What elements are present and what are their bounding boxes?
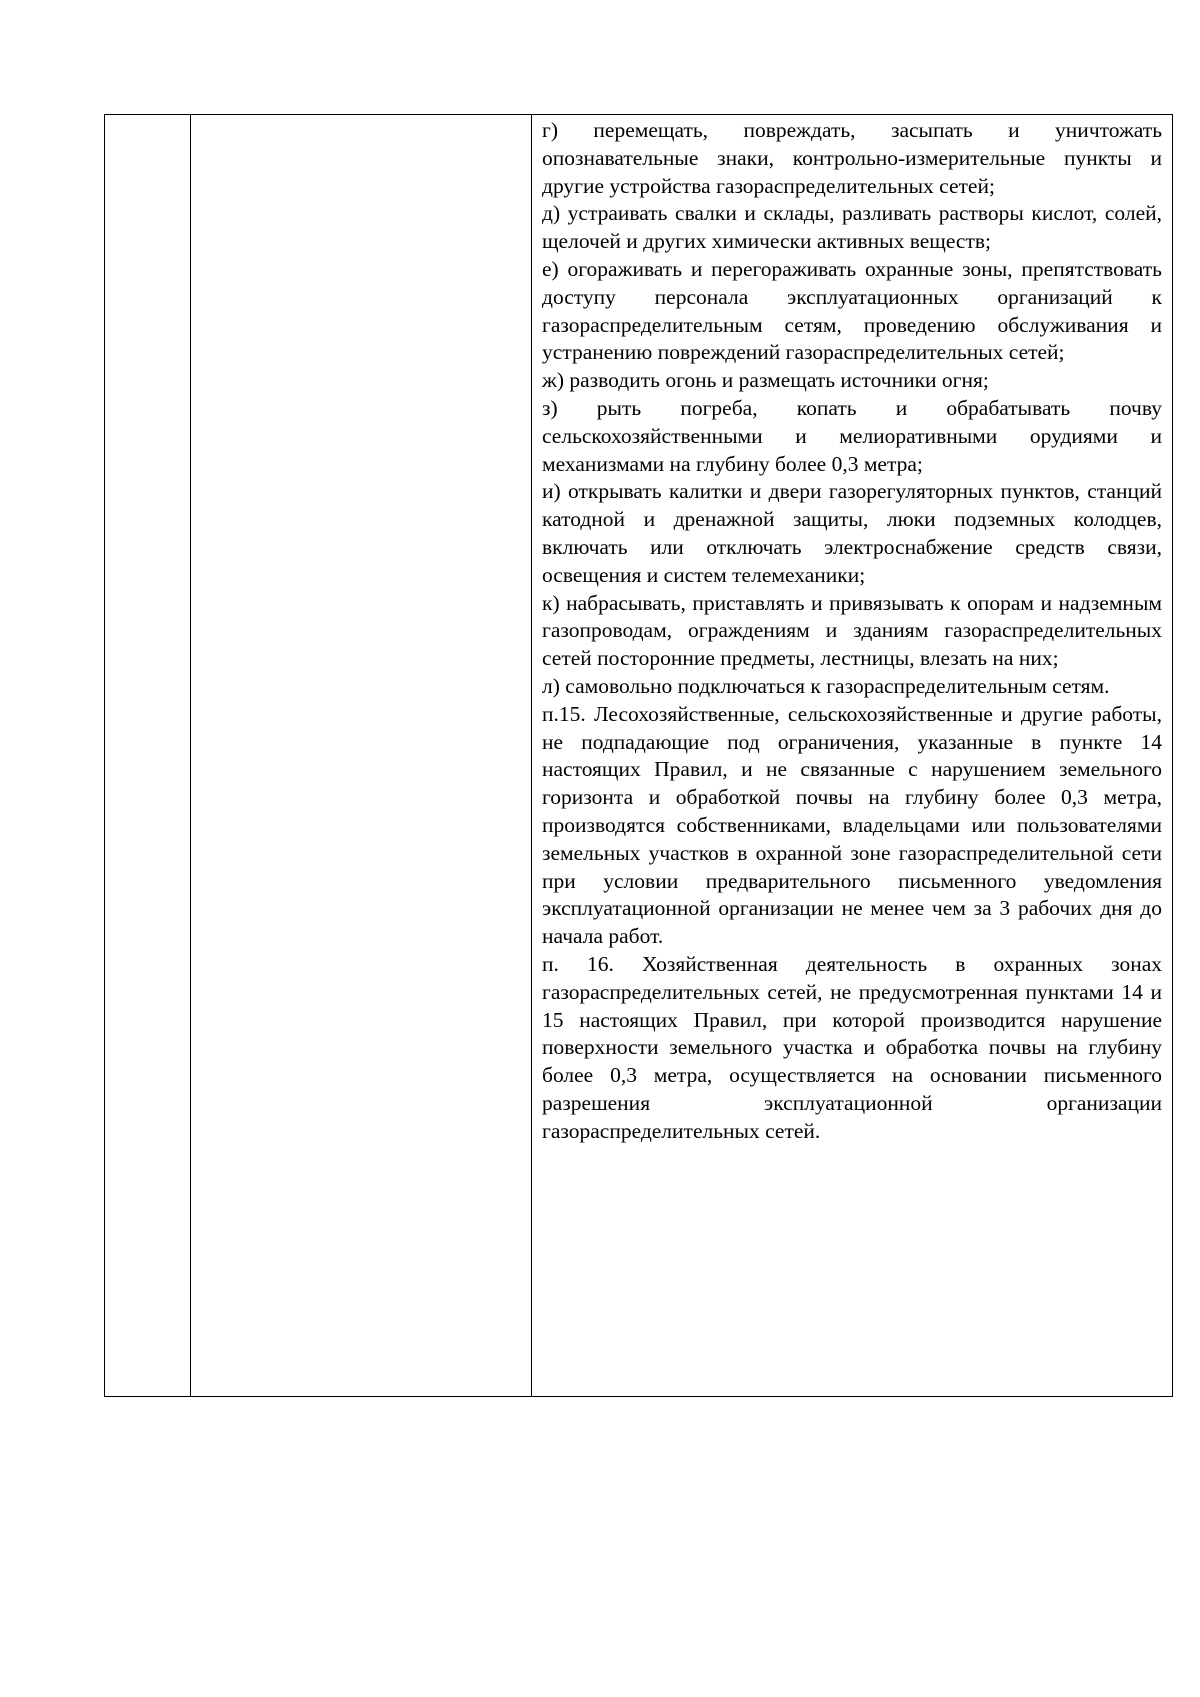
table-row [105,115,1173,1397]
empty-title-cell [191,115,532,1397]
paragraph-clause-16: п. 16. Хозяйственная деятельность в охранных зонах газораспределительных сетей, не предусмотренная пунктами 14 и 15 настоящих Правил, при которой производится нарушение поверхности земельного участка и обработка почвы на глубину более 0,3 метра, осуществляется на основании письменного разрешения эксплуатационной организации газораспределительных сетей. [542,951,1162,1143]
paragraph-clause-15: п.15. Лесохозяйственные, сельскохозяйственные и другие работы, не подпадающие под ограничения, указанные в пункте 14 настоящих Правил, и не связанные с нарушением земельного горизонта и обработкой почвы на глубину более 0,3 метра, производятся собственниками, владельцами или пользователями земельных участков в охранной зоне газораспределительной сети при условии предварительного письменного уведомления эксплуатационной организации не менее чем за 3 рабочих дня до начала работ. [542,701,1162,949]
empty-number-cell [105,115,191,1397]
paragraph-e: е) огораживать и перегораживать охранные зоны, препятствовать доступу персонала эксплуатационных организаций к газораспределительным сетям, проведению обслуживания и устранению повреждений газораспределительных сетей; [542,256,1162,365]
paragraph-k: к) набрасывать, приставлять и привязывать к опорам и надземным газопроводам, ограждениям и зданиям газораспределительных сетей посторонние предметы, лестницы, влезать на них; [542,590,1162,671]
paragraph-z: з) рыть погреба, копать и обрабатывать почву сельскохозяйственными и мелиоративными орудиями и механизмами на глубину более 0,3 метра; [542,395,1162,476]
paragraph-d: д) устраивать свалки и склады, разливать растворы кислот, солей, щелочей и других химически активных веществ; [542,201,1162,254]
paragraph-l: л) самовольно подключаться к газораспределительным сетям. [542,673,1110,698]
paragraph-i: и) открывать калитки и двери газорегуляторных пунктов, станций катодной и дренажной защиты, люки подземных колодцев, включать или отключать электроснабжение средств связи, освещения и систем телемеханики; [542,479,1162,587]
paragraph-g: г) перемещать, повреждать, засыпать и уничтожать опознавательные знаки, контрольно-измерительные пункты и другие устройства газораспределительных сетей; [542,118,1162,198]
document-table [104,114,1173,1397]
paragraph-zh: ж) разводить огонь и размещать источники огня; [542,368,989,393]
content-cell [532,115,1173,1397]
